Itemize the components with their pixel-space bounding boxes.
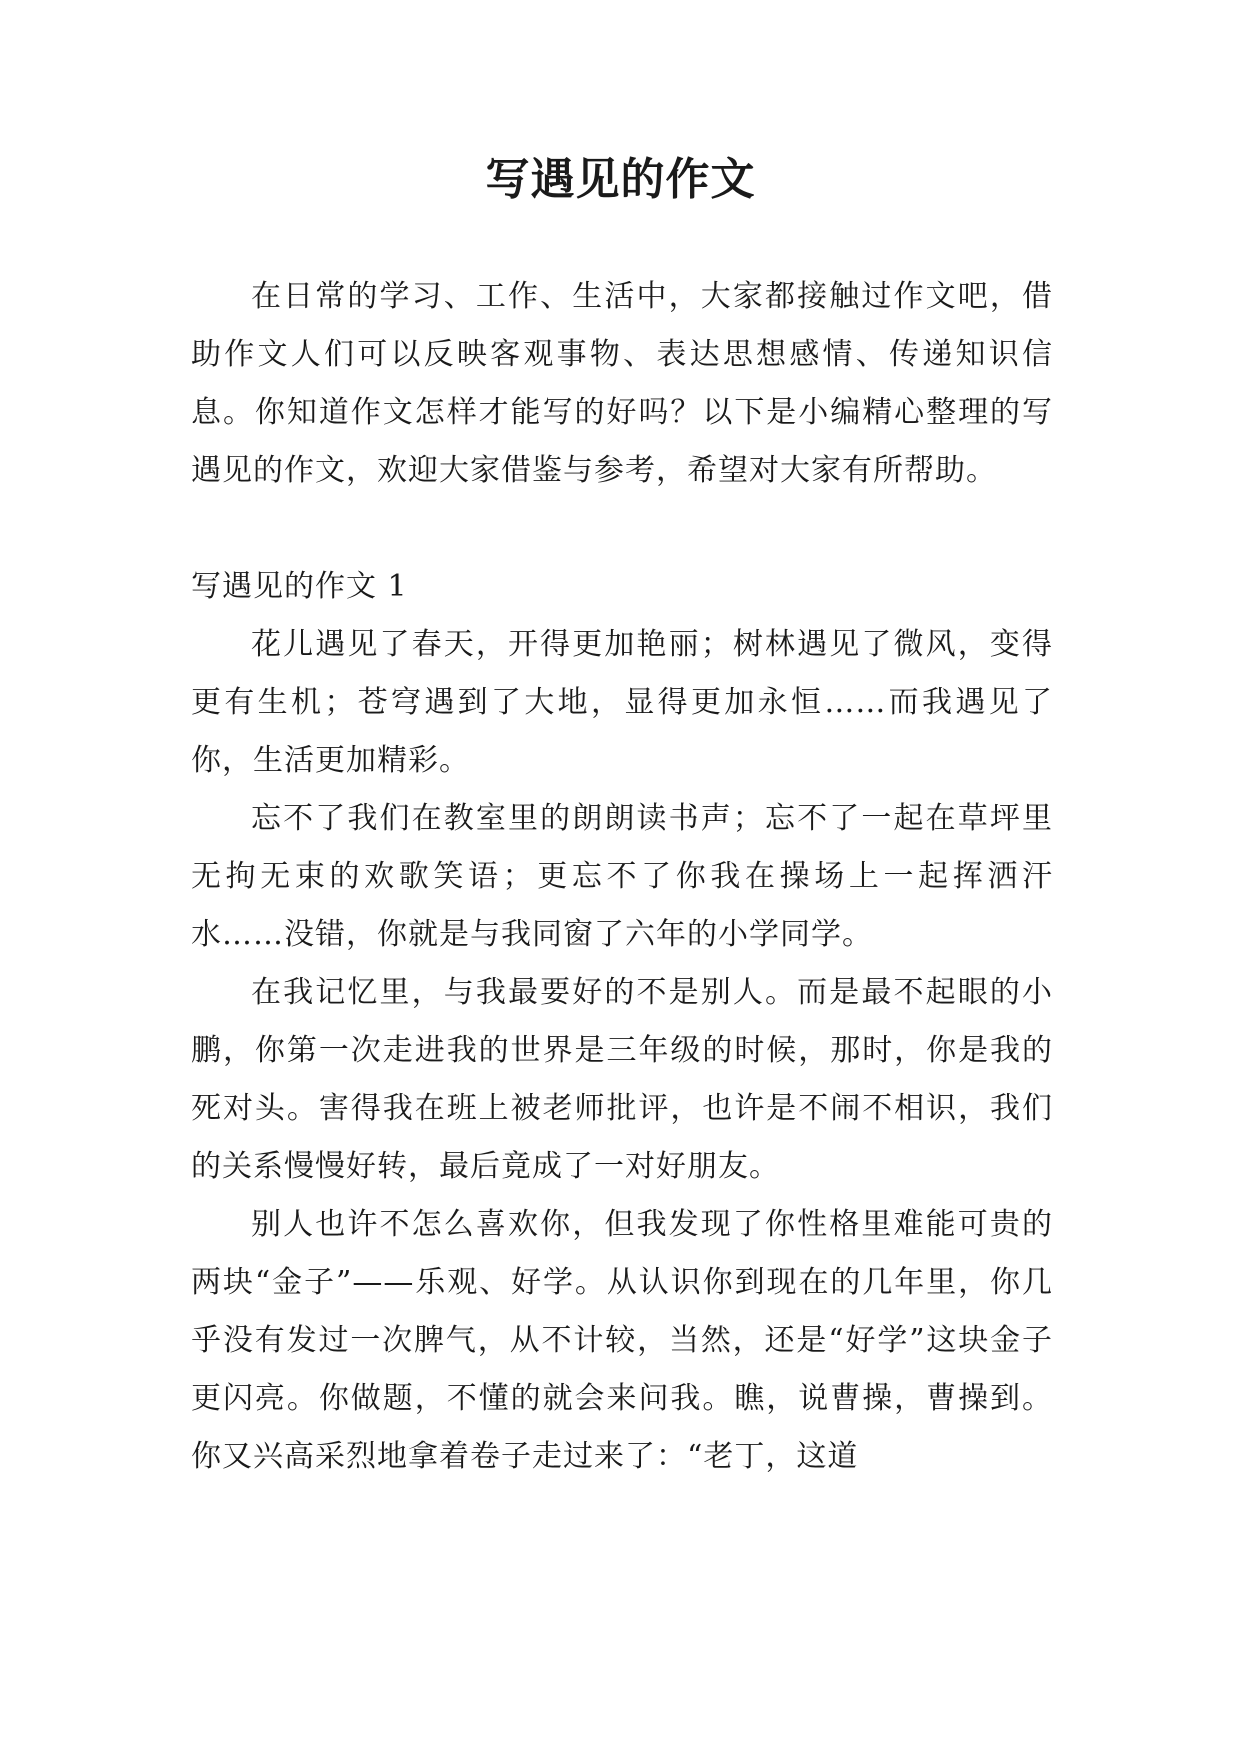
body-paragraph: 忘不了我们在教室里的朗朗读书声；忘不了一起在草坪里无拘无束的欢歌笑语；更忘不了你我在操场上一起挥洒汗水……没错，你就是与我同窗了六年的小学同学。 — [191, 801, 1053, 952]
body-paragraph: 花儿遇见了春天，开得更加艳丽；树林遇见了微风，变得更有生机；苍穹遇到了大地，显得更加永恒……而我遇见了你，生活更加精彩。 — [191, 627, 1053, 778]
body-paragraph: 在我记忆里，与我最要好的不是别人。而是最不起眼的小鹏，你第一次走进我的世界是三年级的时候，那时，你是我的死对头。害得我在班上被老师批评，也许是不闹不相识，我们的关系慢慢好转，最后竟成了一对好朋友。 — [191, 975, 1053, 1184]
document-body — [191, 268, 1053, 1486]
body-paragraph: 别人也许不怎么喜欢你，但我发现了你性格里难能可贵的两块“金子”——乐观、好学。从认识你到现在的几年里，你几乎没有发过一次脾气，从不计较，当然，还是“好学”这块金子更闪亮。你做题，不懂的就会来问我。瞧，说曹操，曹操到。你又兴高采烈地拿着卷子走过来了：“老丁，这道 — [191, 1207, 1053, 1474]
page-title: 写遇见的作文 — [485, 154, 756, 205]
intro-paragraph: 在日常的学习、工作、生活中，大家都接触过作文吧，借助作文人们可以反映客观事物、表达思想感情、传递知识信息。你知道作文怎样才能写的好吗？以下是小编精心整理的写遇见的作文，欢迎大家借鉴与参考，希望对大家有所帮助。 — [191, 279, 1053, 488]
section-heading: 写遇见的作文 1 — [191, 569, 408, 604]
